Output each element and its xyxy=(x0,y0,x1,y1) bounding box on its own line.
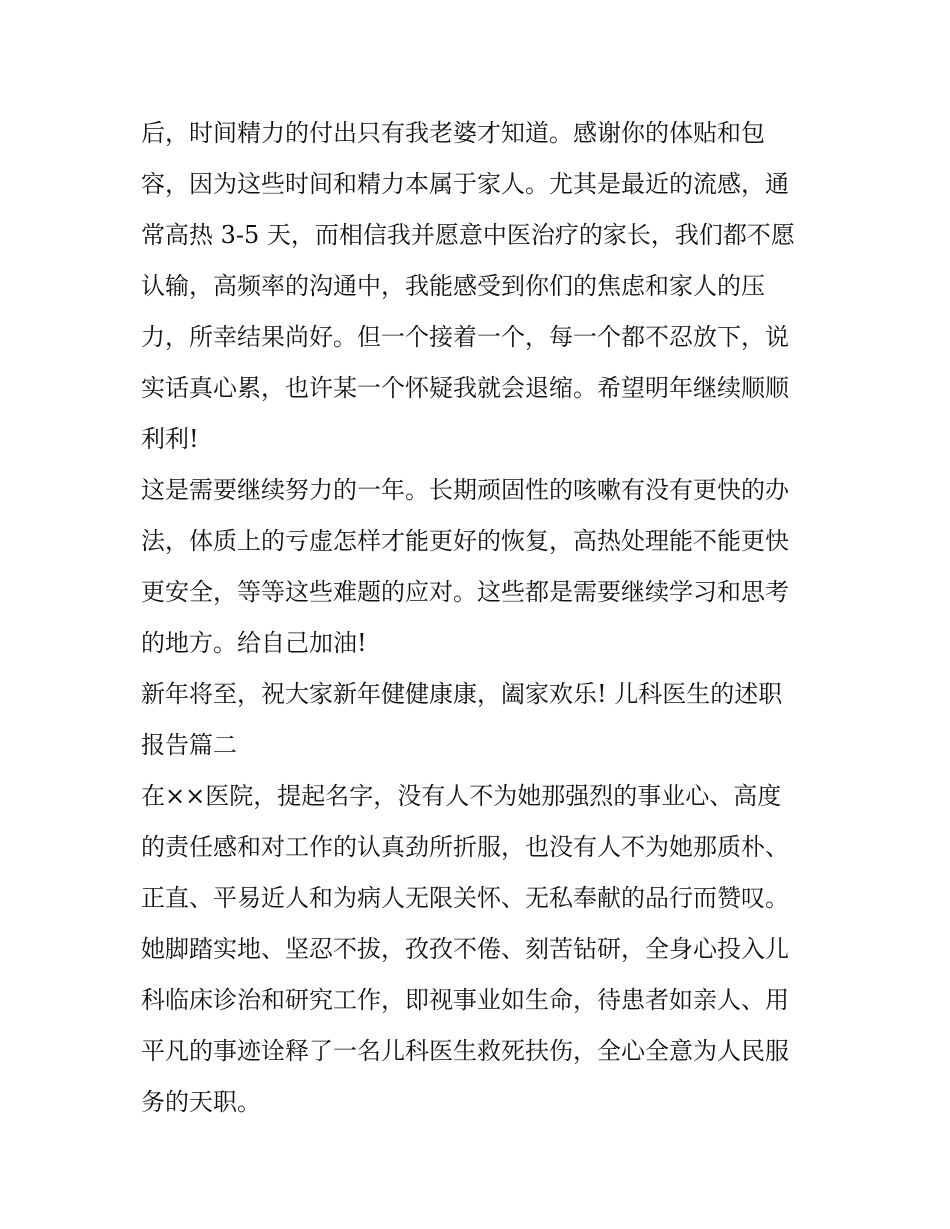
text-line: 法，体质上的亏虚怎样才能更好的恢复，高热处理能不能更快 xyxy=(141,527,789,555)
text-line: 务的天职。 xyxy=(141,1088,261,1116)
text-line: 正直、平易近人和为病人无限关怀、无私奉献的品行而赞叹。 xyxy=(141,884,789,912)
text-line: 新年将至，祝大家新年健健康康，阖家欢乐! 儿科医生的述职 xyxy=(141,680,783,708)
text-line: 这是需要继续努力的一年。长期顽固性的咳嗽有没有更快的办 xyxy=(141,476,789,504)
text-line: 实话真心累，也许某一个怀疑我就会退缩。希望明年继续顺顺 xyxy=(141,374,789,402)
text-line: 认输，高频率的沟通中，我能感受到你们的焦虑和家人的压 xyxy=(141,272,765,300)
text-line: 的地方。给自己加油! xyxy=(141,629,367,657)
text-line: 在××医院，提起名字，没有人不为她那强烈的事业心、高度 xyxy=(141,782,782,810)
text-line: 力，所幸结果尚好。但一个接着一个，每一个都不忍放下，说 xyxy=(141,323,789,351)
text-line: 科临床诊治和研究工作，即视事业如生命，待患者如亲人、用 xyxy=(141,986,789,1014)
text-line: 后，时间精力的付出只有我老婆才知道。感谢你的体贴和包 xyxy=(141,119,765,147)
text-line: 报告篇二 xyxy=(141,731,237,759)
text-line: 更安全，等等这些难题的应对。这些都是需要继续学习和思考 xyxy=(141,578,789,606)
text-line: 平凡的事迹诠释了一名儿科医生救死扶伤，全心全意为人民服 xyxy=(141,1037,789,1065)
text-line: 容，因为这些时间和精力本属于家人。尤其是最近的流感，通 xyxy=(141,170,789,198)
text-line: 的责任感和对工作的认真劲所折服，也没有人不为她那质朴、 xyxy=(141,833,789,861)
text-line: 她脚踏实地、坚忍不拔，孜孜不倦、刻苦钻研，全身心投入儿 xyxy=(141,935,789,963)
text-line: 利利! xyxy=(141,425,199,453)
text-line: 常高热 3-5 天，而相信我并愿意中医治疗的家长，我们都不愿 xyxy=(141,221,795,249)
document-body xyxy=(141,108,821,1128)
